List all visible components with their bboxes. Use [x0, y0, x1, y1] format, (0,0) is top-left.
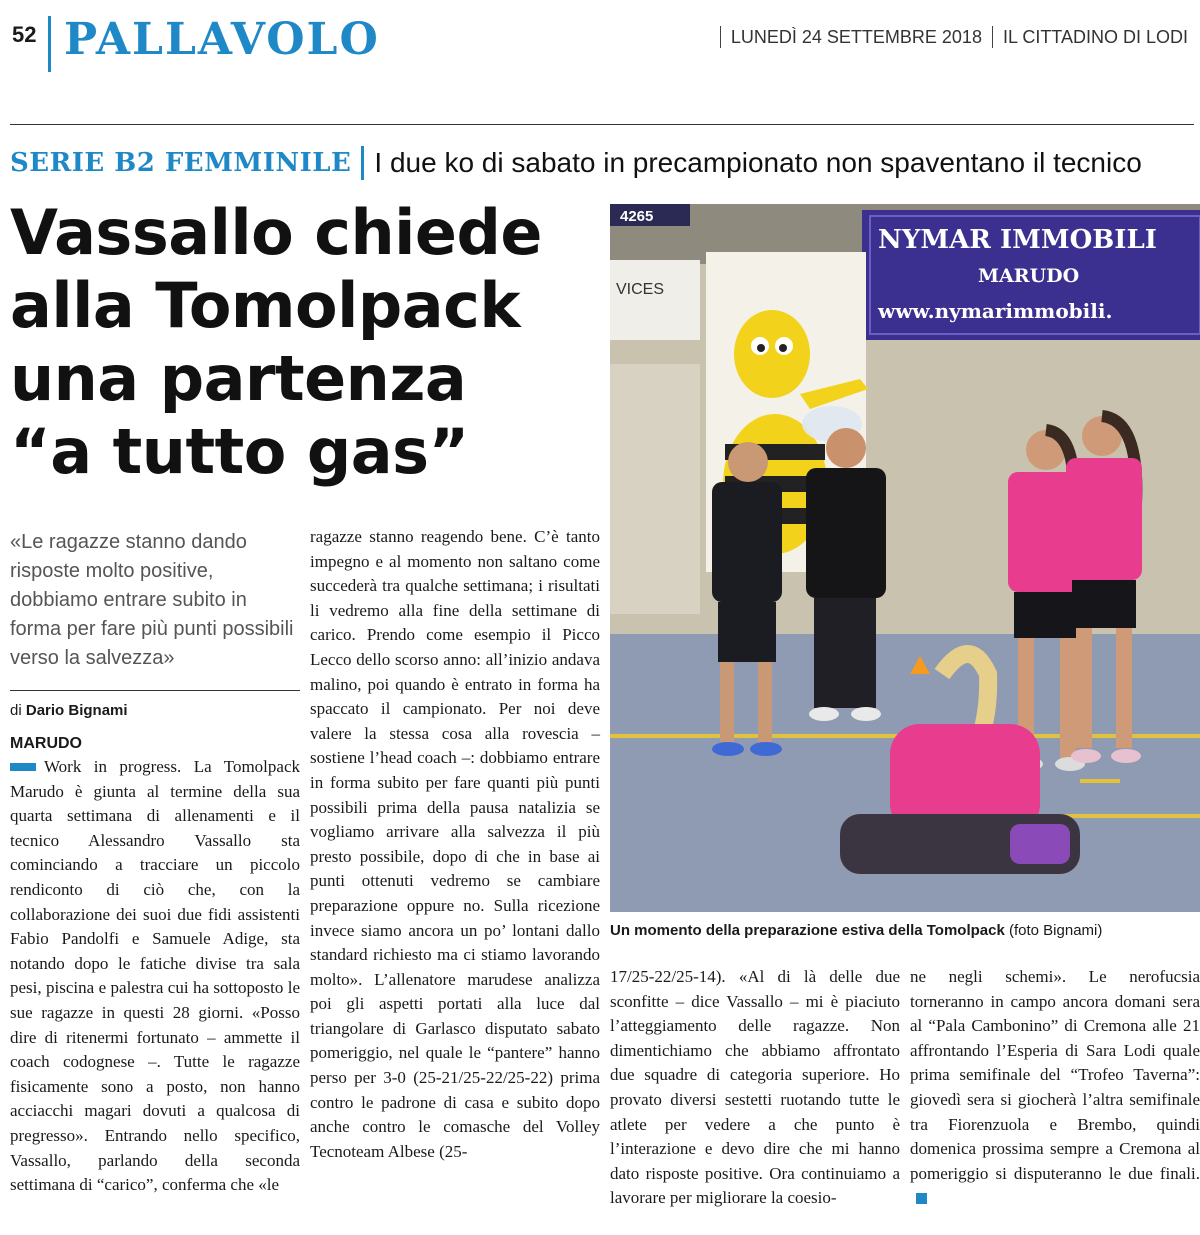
header-meta — [710, 26, 1188, 48]
kicker-divider — [361, 146, 364, 180]
section-title: PALLAVOLO — [64, 14, 380, 65]
kicker-text: I due ko di sabato in precampionato non spaventano il tecnico — [374, 147, 1142, 178]
photo-illustration — [610, 204, 1200, 912]
sponsor-fragment: VICES — [616, 281, 665, 298]
byline — [10, 702, 128, 719]
caption-text: Un momento della preparazione estiva della Tomolpack — [610, 922, 1005, 939]
photo-caption — [610, 922, 1200, 939]
assistant-coach-figure — [806, 428, 886, 721]
body-text: Work in progress. La Tomolpack Marudo è giunta al termine della sua quarta settimana di allenamenti e il tecnico Alessandro Vassallo sta cominciando a tracciare un piccolo rendiconto di ciò che, con la collaborazione dei suoi due fidi assistenti Fabio Pandolfi e Samuele Adige, sta notando dopo le fatiche divise tra sala pesi, piscina e palestra cui ha sottoposto le sue ragazze in questi 28 giorni. «Posso dire di ritenermi fortunato – ammette il coach codognese –. Tutte le ragazze fisicamente sono a posto, non hanno acciacchi magari dovuti a qualcosa di pregresso». Entrando nello specifico, Vassallo, parlando della seconda settimana di “carico”, conferma che «le — [10, 757, 300, 1195]
corner-sign-number: 4265 — [620, 208, 654, 225]
body-column-3 — [610, 965, 900, 1211]
dateline: MARUDO — [10, 735, 82, 752]
banner-url: www.nymarimmobili. — [878, 299, 1113, 323]
headline — [10, 196, 610, 488]
article-photo — [610, 204, 1200, 912]
headline-line: Vassallo chiede — [10, 196, 542, 269]
body-text: ragazze stanno reagendo bene. C’è tanto impegno e al momento non saltano come succederà tra qualche settimana; i risultati li vedremo alla fine della settimane di carico. Prendo come esempio il Picco Lecco dello scorso anno: all’inizio andava malino, poi quando è entrato in forma ha spaccato il campionato. Per noi deve valere la stessa cosa alla rovescia – sostiene l’head coach –: dobbiamo entrare in forma subito per fare quanti più punti possibili prima della pausa natalizia se vogliamo arrivare alla salvezza il più presto possibile, dopo di che in base ai punti ottenuti vedremo se cambiare preparazione oppure no. Sulla ricezione invece siamo ancora un po’ lontani dallo standard richiesto ma ci stiamo lavorando molto». L’allenatore marudese analizza poi gli aspetti portati alla luce dal triangolare di Garlasco disputato sabato pomeriggio, nel quale le “pantere” hanno perso per 3-0 (25-21/25-22/25-22) prima contro le padrone di casa e subito dopo anche contro le comasche del Volley Tecnoteam Albese (25- — [310, 527, 600, 1161]
photo-credit: (foto Bignami) — [1009, 922, 1103, 939]
banner-city: MARUDO — [978, 265, 1080, 287]
newspaper-name: IL CITTADINO DI LODI — [1002, 26, 1188, 47]
byline-rule — [10, 690, 300, 691]
headline-line: alla Tomolpack — [10, 269, 521, 342]
body-column-2 — [310, 525, 600, 1164]
header-rule — [10, 124, 1194, 125]
page-number-divider — [48, 16, 51, 72]
header-separator — [992, 26, 993, 48]
end-mark-icon — [916, 1193, 927, 1204]
headline-line: “a tutto gas” — [10, 415, 469, 488]
body-text: 17/25-22/25-14). «Al di là delle due sconfitte – dice Vassallo – mi è piaciuto l’atteggiamento delle ragazze. Non dimentichiamo che abbiamo affrontato due squadre di categoria superiore. Ho provato diversi sestetti ruotando tutte le atlete per vedere a che punto è l’interazione e devo dire che mi hanno dato risposte positive. Ora continuiamo a lavorare per migliorare la coesio- — [610, 967, 900, 1208]
header-separator — [720, 26, 721, 48]
body-column-1 — [10, 755, 300, 1198]
pull-quote: «Le ragazze stanno dando risposte molto positive, dobbiamo entrare subito in forma per fare più punti possibili verso la salvezza» — [10, 531, 294, 669]
body-text: ne negli schemi». Le nerofucsia torneranno in campo ancora domani sera al “Pala Cambonino” di Cremona alle 21 affrontando l’Esperia di Sara Lodi quale prima semifinale del “Trofeo Taverna”: giovedì sera si giocherà l’altra semifinale tra Fiorenzuola e Brembo, quindi domenica prossima sempre a Cremona al pomeriggio si disputeranno le due finali. — [910, 967, 1200, 1183]
headline-line: una partenza — [10, 342, 467, 415]
page-number: 52 — [12, 22, 37, 47]
author-name: Dario Bignami — [25, 702, 128, 719]
byline-prefix: di — [10, 702, 22, 719]
kicker-tag: SERIE B2 FEMMINILE — [10, 148, 352, 178]
issue-date: LUNEDÌ 24 SETTEMBRE 2018 — [730, 26, 982, 47]
body-column-4 — [910, 965, 1200, 1211]
banner-title: NYMAR IMMOBILI — [878, 225, 1157, 255]
kicker — [10, 146, 1142, 180]
